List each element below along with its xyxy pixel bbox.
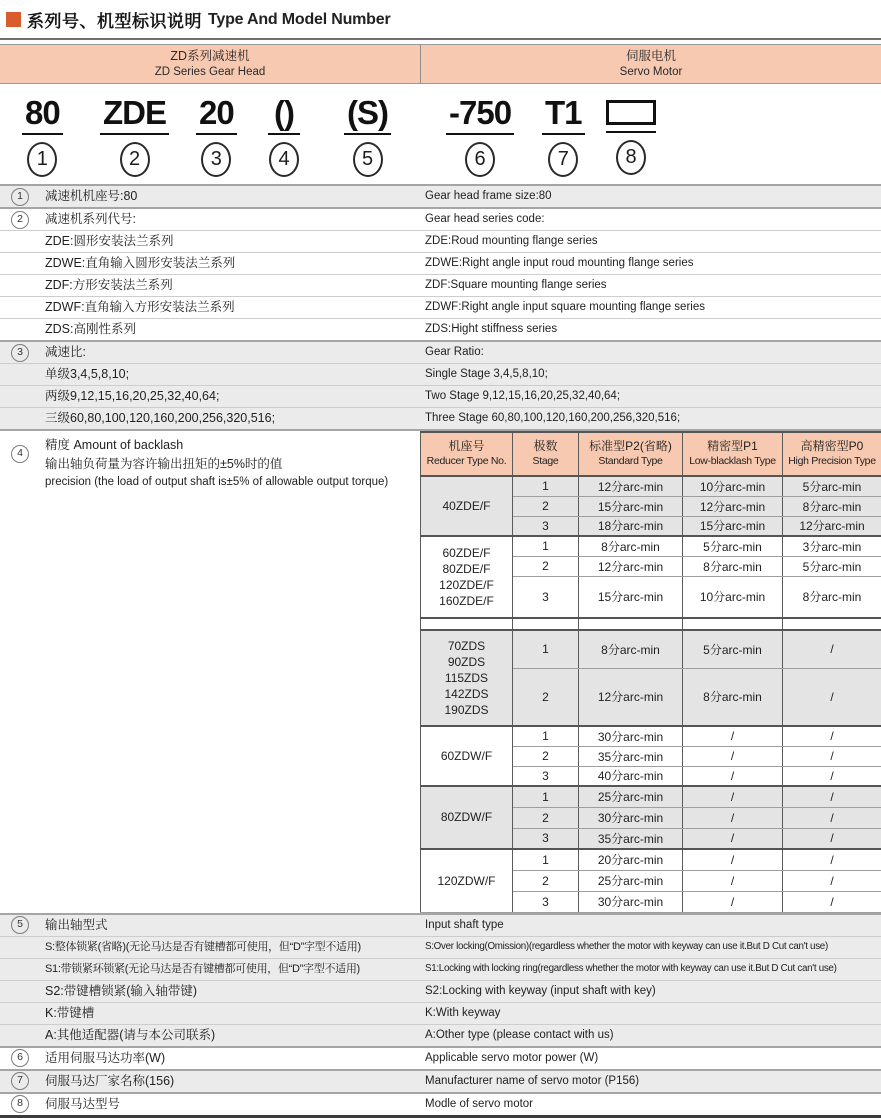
circled-number-7: 7	[548, 142, 578, 177]
reducer-type-cell	[421, 849, 513, 912]
backlash-value-cell: /	[783, 786, 881, 807]
backlash-value-cell: 18分arc-min	[579, 516, 683, 536]
table-row	[0, 1071, 881, 1092]
backlash-value-cell: 25分arc-min	[579, 786, 683, 807]
reducer-type-line: 142ZDS	[423, 686, 510, 702]
backlash-value-cell: 40分arc-min	[579, 766, 683, 786]
backlash-value-cell: /	[683, 828, 783, 849]
stage-cell: 3	[513, 516, 579, 536]
header-en: High Precision Type	[785, 455, 879, 469]
model-token-text: (S)	[344, 96, 391, 135]
model-token-text: -750	[446, 96, 514, 135]
cell-en: ZDF:Square mounting flange series	[420, 276, 881, 295]
reducer-type-line: 40ZDE/F	[423, 498, 510, 514]
model-token-5	[344, 96, 391, 177]
spacer-row	[421, 618, 881, 630]
header-zh: 高精密型P0	[785, 439, 879, 455]
backlash-description-line: precision (the load of output shaft is±5% of allowable output torque)	[45, 474, 414, 491]
backlash-value-cell: 30分arc-min	[579, 807, 683, 828]
model-token-text: 20	[196, 96, 237, 135]
cell-zh: 单级3,4,5,8,10;	[0, 364, 420, 384]
backlash-table	[420, 431, 881, 913]
backlash-value-cell: 15分arc-min	[579, 576, 683, 618]
cell-zh: S1:带锁紧环锁紧(无论马达是否有键槽都可使用，但“D”字型不适用)	[0, 960, 420, 978]
cell-en: Gear Ratio:	[420, 343, 881, 362]
header-en: Low-blacklash Type	[685, 455, 780, 469]
table-row	[0, 209, 881, 230]
table-row	[0, 1002, 881, 1024]
reducer-type-line: 120ZDE/F	[423, 577, 510, 593]
backlash-value-cell: 10分arc-min	[683, 576, 783, 618]
backlash-header-row	[421, 432, 881, 476]
cell-zh: 两级9,12,15,16,20,25,32,40,64;	[0, 386, 420, 406]
cell-zh: 8 伺服马达型号	[0, 1094, 420, 1114]
stage-cell: 1	[513, 726, 579, 746]
backlash-row	[421, 476, 881, 496]
backlash-value-cell: 30分arc-min	[579, 891, 683, 912]
cell-zh: A:其他适配器(请与本公司联系)	[0, 1025, 420, 1045]
spec-table	[0, 184, 881, 1118]
model-token-2	[100, 96, 169, 177]
backlash-description-line: 精度 Amount of backlash	[45, 436, 414, 455]
circled-number-6: 6	[465, 142, 495, 177]
cell-en: K:With keyway	[420, 1004, 881, 1023]
reducer-type-line: 60ZDE/F	[423, 545, 510, 561]
spacer-cell	[783, 618, 881, 630]
model-token-text: ()	[268, 96, 300, 135]
reducer-type-line: 80ZDW/F	[423, 809, 510, 825]
backlash-header-cell	[579, 432, 683, 476]
cell-zh: S2:带键槽锁紧(输入轴带键)	[0, 981, 420, 1001]
cell-zh: K:带键槽	[0, 1003, 420, 1023]
row-number-icon: 5	[11, 916, 29, 934]
table-row	[0, 186, 881, 207]
stage-cell: 2	[513, 807, 579, 828]
row-number-icon: 1	[11, 188, 29, 206]
backlash-value-cell: 35分arc-min	[579, 828, 683, 849]
backlash-value-cell: 12分arc-min	[783, 516, 881, 536]
cell-en: Gear head series code:	[420, 210, 881, 229]
row-number-icon: 6	[11, 1049, 29, 1067]
reducer-type-line: 70ZDS	[423, 638, 510, 654]
spacer-cell	[421, 618, 513, 630]
table-row	[0, 318, 881, 340]
row-number-icon: 7	[11, 1072, 29, 1090]
page-title	[0, 0, 881, 40]
band-gearhead-en: ZD Series Gear Head	[155, 65, 266, 79]
table-row	[0, 1024, 881, 1046]
backlash-value-cell: 8分arc-min	[579, 630, 683, 668]
backlash-value-cell: /	[683, 746, 783, 766]
table-row	[0, 342, 881, 363]
circled-number-1: 1	[27, 142, 57, 177]
backlash-value-cell: /	[783, 766, 881, 786]
backlash-value-cell: /	[783, 746, 881, 766]
backlash-description-line: 输出轴负荷量为容许输出扭矩的±5%时的值	[45, 455, 414, 474]
model-token-3	[196, 96, 237, 177]
cell-en: ZDWE:Right angle input roud mounting flange series	[420, 254, 881, 273]
header-en: Reducer Type No.	[423, 455, 510, 469]
circled-number-5: 5	[353, 142, 383, 177]
backlash-value-cell: 8分arc-min	[683, 668, 783, 726]
row-number-icon: 3	[11, 344, 29, 362]
backlash-value-cell: 12分arc-min	[579, 556, 683, 576]
model-number-row	[0, 84, 881, 184]
band-servomotor-zh: 伺服电机	[626, 49, 676, 65]
model-token-text: ZDE	[100, 96, 169, 135]
model-token-1	[22, 96, 63, 177]
model-token-text: 80	[22, 96, 63, 135]
reducer-type-cell	[421, 536, 513, 618]
group-1	[0, 184, 881, 207]
backlash-value-cell: /	[783, 849, 881, 870]
backlash-value-cell: 35分arc-min	[579, 746, 683, 766]
reducer-type-line: 60ZDW/F	[423, 748, 510, 764]
reducer-type-line: 120ZDW/F	[423, 873, 510, 889]
cell-zh: ZDWF:直角输入方形安装法兰系列	[0, 297, 420, 317]
circled-number-4: 4	[269, 142, 299, 177]
group-6	[0, 1046, 881, 1069]
cell-en: S1:Locking with locking ring(regardless whether the motor with keyway can use it.But D Cut can't use)	[420, 961, 881, 978]
backlash-value-cell: 12分arc-min	[683, 496, 783, 516]
backlash-value-cell: /	[783, 630, 881, 668]
backlash-value-cell: /	[683, 849, 783, 870]
cell-en: S2:Locking with keyway (input shaft with key)	[420, 982, 881, 1001]
backlash-value-cell: /	[783, 828, 881, 849]
header-zh: 机座号	[423, 439, 510, 455]
backlash-value-cell: 15分arc-min	[683, 516, 783, 536]
group-7	[0, 1069, 881, 1092]
cell-zh: ZDE:圆形安装法兰系列	[0, 231, 420, 251]
header-zh: 精密型P1	[685, 439, 780, 455]
backlash-value-cell: 20分arc-min	[579, 849, 683, 870]
backlash-row	[421, 536, 881, 556]
table-row	[0, 296, 881, 318]
cell-zh: 2 减速机系列代号:	[0, 209, 420, 229]
backlash-value-cell: 5分arc-min	[783, 556, 881, 576]
backlash-value-cell: 8分arc-min	[683, 556, 783, 576]
cell-zh: ZDS:高刚性系列	[0, 319, 420, 339]
circled-number-2: 2	[120, 142, 150, 177]
table-row	[0, 230, 881, 252]
cell-en: A:Other type (please contact with us)	[420, 1026, 881, 1045]
backlash-value-cell: 12分arc-min	[579, 476, 683, 496]
spacer-cell	[513, 618, 579, 630]
table-row	[0, 1048, 881, 1069]
backlash-header-cell	[421, 432, 513, 476]
row-number-icon: 2	[11, 211, 29, 229]
band-gearhead-zh: ZD系列减速机	[170, 49, 249, 65]
cell-zh: 1 减速机机座号:80	[0, 186, 420, 206]
model-token-6	[446, 96, 514, 177]
backlash-header-cell	[513, 432, 579, 476]
model-token-box	[606, 96, 656, 133]
backlash-header-cell	[683, 432, 783, 476]
stage-cell: 3	[513, 576, 579, 618]
backlash-value-cell: /	[783, 891, 881, 912]
backlash-value-cell: 15分arc-min	[579, 496, 683, 516]
circled-number-3: 3	[201, 142, 231, 177]
circled-number-8: 8	[616, 140, 646, 175]
backlash-description	[0, 431, 420, 913]
backlash-value-cell: /	[783, 807, 881, 828]
backlash-value-cell: /	[783, 870, 881, 891]
backlash-row	[421, 849, 881, 870]
stage-cell: 1	[513, 536, 579, 556]
table-row	[0, 980, 881, 1002]
backlash-value-cell: 5分arc-min	[783, 476, 881, 496]
backlash-value-cell: 10分arc-min	[683, 476, 783, 496]
table-row	[0, 915, 881, 936]
table-row	[0, 958, 881, 980]
group-5	[0, 913, 881, 1046]
cell-en: Manufacturer name of servo motor (P156)	[420, 1072, 881, 1091]
empty-box-icon	[606, 100, 656, 125]
spacer-cell	[683, 618, 783, 630]
header-zh: 标准型P2(省略)	[581, 439, 680, 455]
table-row	[0, 1094, 881, 1115]
table-row	[0, 274, 881, 296]
reducer-type-line: 80ZDE/F	[423, 561, 510, 577]
backlash-value-cell: 5分arc-min	[683, 630, 783, 668]
backlash-value-cell: /	[683, 786, 783, 807]
backlash-value-cell: /	[683, 766, 783, 786]
cell-en: ZDS:Hight stiffness series	[420, 320, 881, 339]
table-row	[0, 407, 881, 429]
reducer-type-line: 190ZDS	[423, 702, 510, 718]
backlash-header-cell	[783, 432, 881, 476]
section-header-band	[0, 44, 881, 84]
backlash-value-cell: /	[683, 807, 783, 828]
stage-cell: 1	[513, 786, 579, 807]
backlash-value-cell: /	[783, 668, 881, 726]
band-servomotor-en: Servo Motor	[620, 65, 683, 79]
stage-cell: 3	[513, 828, 579, 849]
stage-cell: 3	[513, 766, 579, 786]
cell-zh: 6 适用伺服马达功率(W)	[0, 1048, 420, 1068]
cell-en: Single Stage 3,4,5,8,10;	[420, 365, 881, 384]
cell-en: Three Stage 60,80,100,120,160,200,256,320,516;	[420, 409, 881, 428]
cell-en: Gear head frame size:80	[420, 187, 881, 206]
model-token-8	[606, 96, 656, 175]
header-en: Standard Type	[581, 455, 680, 469]
stage-cell: 2	[513, 496, 579, 516]
cell-zh: 三级60,80,100,120,160,200,256,320,516;	[0, 408, 420, 428]
backlash-value-cell: /	[683, 891, 783, 912]
backlash-value-cell: /	[783, 726, 881, 746]
model-token-4	[268, 96, 300, 177]
group-8	[0, 1092, 881, 1115]
backlash-value-cell: 12分arc-min	[579, 668, 683, 726]
cell-zh: 3 减速比:	[0, 342, 420, 362]
page-title-zh: 系列号、机型标识说明	[27, 7, 202, 32]
row-number-icon: 4	[11, 445, 29, 463]
reducer-type-cell	[421, 786, 513, 849]
stage-cell: 2	[513, 556, 579, 576]
backlash-value-cell: 25分arc-min	[579, 870, 683, 891]
stage-cell: 2	[513, 746, 579, 766]
reducer-type-line: 115ZDS	[423, 670, 510, 686]
stage-cell: 1	[513, 849, 579, 870]
band-gearhead	[0, 45, 420, 83]
cell-zh: ZDWE:直角输入圆形安装法兰系列	[0, 253, 420, 273]
model-token-7	[542, 96, 585, 177]
reducer-type-line: 160ZDE/F	[423, 593, 510, 609]
backlash-value-cell: 8分arc-min	[783, 576, 881, 618]
cell-en: Input shaft type	[420, 916, 881, 935]
backlash-row	[421, 630, 881, 668]
header-zh: 极数	[515, 439, 576, 455]
backlash-value-cell: /	[683, 870, 783, 891]
reducer-type-cell	[421, 726, 513, 786]
stage-cell: 3	[513, 891, 579, 912]
cell-zh: ZDF:方形安装法兰系列	[0, 275, 420, 295]
table-row	[0, 363, 881, 385]
reducer-type-cell	[421, 476, 513, 536]
cell-zh: 7 伺服马达厂家名称(156)	[0, 1071, 420, 1091]
header-en: Stage	[515, 455, 576, 469]
backlash-value-cell: 8分arc-min	[783, 496, 881, 516]
page-title-en: Type And Model Number	[208, 11, 390, 29]
backlash-value-cell: /	[683, 726, 783, 746]
cell-en: Two Stage 9,12,15,16,20,25,32,40,64;	[420, 387, 881, 406]
stage-cell: 1	[513, 630, 579, 668]
orange-square-icon	[6, 12, 21, 27]
cell-zh: 5 输出轴型式	[0, 915, 420, 935]
stage-cell: 2	[513, 668, 579, 726]
table-row	[0, 252, 881, 274]
stage-cell: 1	[513, 476, 579, 496]
cell-en: S:Over locking(Omission)(regardless whether the motor with keyway can use it.But D Cut can't use)	[420, 939, 881, 956]
group-2	[0, 207, 881, 340]
cell-en: Modle of servo motor	[420, 1095, 881, 1114]
table-row	[0, 936, 881, 958]
cell-zh: S:整体锁紧(省略)(无论马达是否有键槽都可使用，但“D”字型不适用)	[0, 938, 420, 956]
band-servomotor	[420, 45, 881, 83]
model-token-text: T1	[542, 96, 585, 135]
backlash-row	[421, 786, 881, 807]
reducer-type-cell	[421, 630, 513, 726]
backlash-value-cell: 8分arc-min	[579, 536, 683, 556]
cell-en: Applicable servo motor power (W)	[420, 1049, 881, 1068]
group-3	[0, 340, 881, 429]
reducer-type-line: 90ZDS	[423, 654, 510, 670]
backlash-row	[421, 726, 881, 746]
spacer-cell	[579, 618, 683, 630]
backlash-group-body	[0, 431, 881, 913]
stage-cell: 2	[513, 870, 579, 891]
row-number-icon: 8	[11, 1095, 29, 1113]
cell-en: ZDE:Roud mounting flange series	[420, 232, 881, 251]
backlash-value-cell: 3分arc-min	[783, 536, 881, 556]
cell-en: ZDWF:Right angle input square mounting flange series	[420, 298, 881, 317]
backlash-value-cell: 30分arc-min	[579, 726, 683, 746]
table-row	[0, 385, 881, 407]
group-4	[0, 429, 881, 913]
backlash-value-cell: 5分arc-min	[683, 536, 783, 556]
